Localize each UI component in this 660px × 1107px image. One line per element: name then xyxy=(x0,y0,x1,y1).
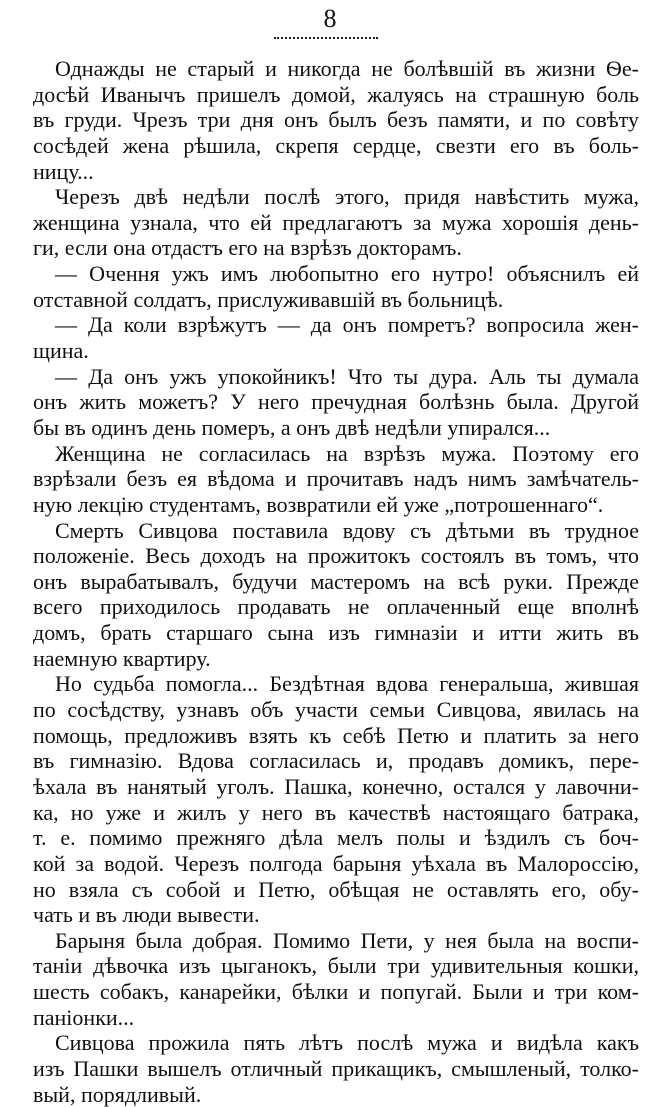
paragraph xyxy=(33,56,639,184)
text-line: досѣй Иванычъ пришелъ домой, жалуясь на страшную боль xyxy=(33,81,639,107)
text-line: въ гимназію. Вдова согласилась и, продавъ домикъ, пере- xyxy=(33,748,639,774)
text-line: по сосѣдству, узнавъ объ участи семьи Сивцова, явилась на xyxy=(33,697,639,723)
text-line: ги, если она отдастъ его на взрѣзъ докторамъ. xyxy=(33,235,462,261)
paragraph xyxy=(33,518,639,672)
text-line: наемную квартиру. xyxy=(33,645,211,671)
text-line: онъ вырабатывалъ, будучи мастеромъ на всѣ руки. Прежде xyxy=(33,568,639,594)
paragraph xyxy=(33,312,639,363)
text-line: домъ, брать старшаго сына изъ гимназіи и итти жить въ xyxy=(33,620,639,646)
text-line: шесть собакъ, канарейки, бѣлки и попугай. Были и три ком- xyxy=(33,979,639,1005)
text-line: изъ Пашки вышелъ отличный прикащикъ, смышленый, толко- xyxy=(33,1055,639,1081)
text-line: щина. xyxy=(33,338,89,364)
text-line: ка, но уже и жилъ у него въ качествѣ настоящаго батрака, xyxy=(33,799,639,825)
body-text xyxy=(33,56,639,1107)
text-line: сосѣдей жена рѣшила, скрепя сердце, свезти его въ боль- xyxy=(33,132,639,158)
text-line: женщина узнала, что ей предлагаютъ за мужа хорошія день- xyxy=(33,209,639,235)
text-line: т. е. помимо прежняго дѣла мелъ полы и ѣздилъ съ боч- xyxy=(33,825,639,851)
text-line: таніи дѣвочка изъ цыганокъ, были три удивительныя кошки, xyxy=(33,953,639,979)
text-line: онъ жить можетъ? У него пречудная болѣзнь была. Другой xyxy=(33,389,639,415)
text-line: помощь, предложивъ взять къ себѣ Петю и платить за него xyxy=(33,722,639,748)
paragraph xyxy=(33,441,639,518)
text-line: всего приходилось продавать не оплаченный еще вполнѣ xyxy=(33,594,639,620)
paragraph xyxy=(33,261,639,312)
text-line: Женщина не согласилась на взрѣзъ мужа. Поэтому его xyxy=(55,440,639,466)
text-line: чать и въ люди вывести. xyxy=(33,902,260,928)
text-line: взрѣзали безъ ея вѣдома и прочитавъ надъ нимъ замѣчатель- xyxy=(33,466,639,492)
text-line: ницу... xyxy=(33,158,94,184)
text-line: — Да коли взрѣжутъ — да онъ помретъ? вопросила жен- xyxy=(55,312,639,338)
paragraph xyxy=(33,671,639,927)
text-line: въ груди. Чрезъ три дня онъ былъ безъ памяти, и по совѣту xyxy=(33,107,639,133)
text-line: отставной солдатъ, прислуживавшій въ больницѣ. xyxy=(33,286,504,312)
text-line: вый, порядливый. xyxy=(33,1081,202,1107)
text-line: ную лекцію студентамъ, возвратили ей уже „потрошеннаго“. xyxy=(33,491,604,517)
text-line: Но судьба помогла... Бездѣтная вдова генеральша, жившая xyxy=(55,671,639,697)
page-number: 8 xyxy=(323,4,337,33)
text-line: — Да онъ ужъ упокойникъ! Что ты дура. Аль ты думала xyxy=(55,363,639,389)
text-line: положеніе. Весь доходъ на прожитокъ состоялъ въ томъ, что xyxy=(33,543,639,569)
text-line: — Очення ужъ имъ любопытно его нутро! объяснилъ ей xyxy=(55,261,639,287)
text-line: паніонки... xyxy=(33,1004,135,1030)
text-line: бы въ одинъ день померъ, а онъ двѣ недѣли упирался... xyxy=(33,414,551,440)
text-line: Барыня была добрая. Помимо Пети, у нея была на воспи- xyxy=(55,927,639,953)
text-line: Сивцова прожила пять лѣтъ послѣ мужа и видѣла какъ xyxy=(55,1030,639,1056)
paragraph xyxy=(33,184,639,261)
paragraph xyxy=(33,364,639,441)
paragraph xyxy=(33,1030,639,1107)
text-line: Черезъ двѣ недѣли послѣ этого, придя навѣстить мужа, xyxy=(55,184,639,210)
text-line: но взяла съ собой и Петю, обѣщая не оставлять его, обу- xyxy=(33,876,639,902)
text-line: Смерть Сивцова поставила вдову съ дѣтьми въ трудное xyxy=(55,517,639,543)
paragraph xyxy=(33,928,639,1031)
text-line: кой за водой. Черезъ полгода барыня уѣхала въ Малороссію, xyxy=(33,850,639,876)
text-line: ѣхала въ нанятый уголъ. Пашка, конечно, остался у лавочни- xyxy=(33,773,639,799)
text-line: Однажды не старый и никогда не болѣвшій въ жизни Ѳе- xyxy=(55,56,639,81)
page-number-rule xyxy=(274,37,378,39)
